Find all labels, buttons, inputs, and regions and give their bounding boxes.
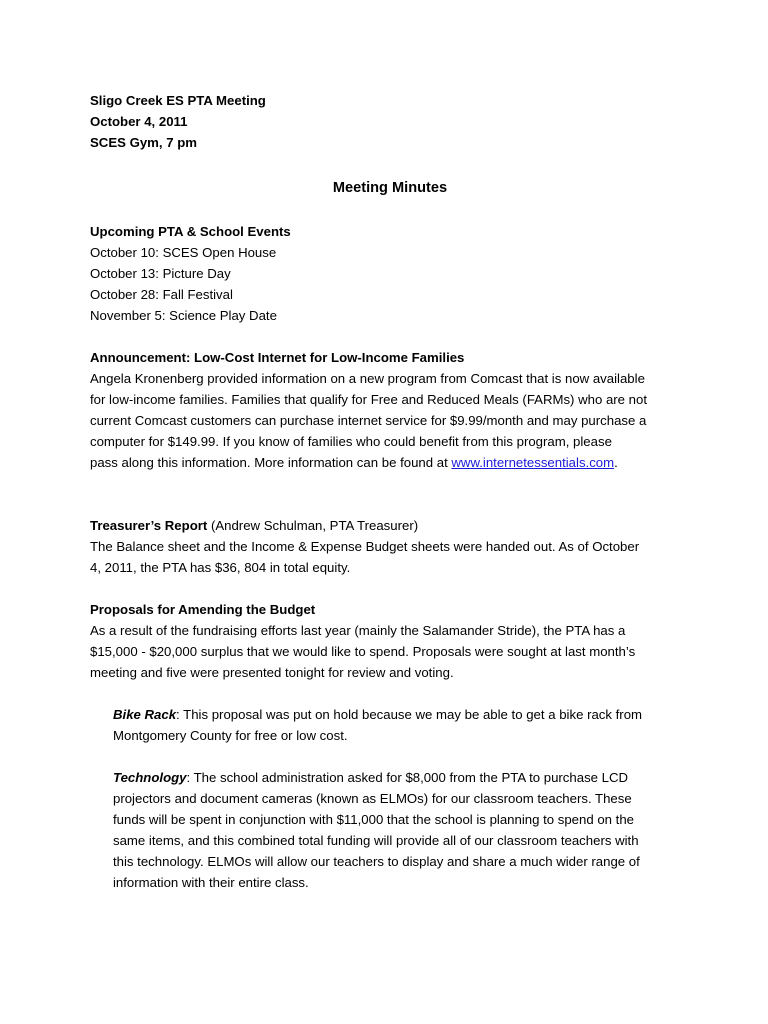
school-meeting-name: Sligo Creek ES PTA Meeting xyxy=(90,93,266,108)
technology-line: funds will be spent in conjunction with $11,000 that the school is planning to spend on the xyxy=(113,812,635,827)
meeting-date: October 4, 2011 xyxy=(90,114,188,129)
events-section xyxy=(90,221,690,326)
page-title: Meeting Minutes xyxy=(332,180,448,196)
technology-line: information with their entire class. xyxy=(113,875,309,890)
bike-rack-line xyxy=(113,704,690,725)
announcement-line: computer for $149.99. If you know of families who could benefit from this program, please xyxy=(90,434,612,449)
proposals-heading: Proposals for Amending the Budget xyxy=(90,602,316,617)
treasurer-heading: Treasurer’s Report xyxy=(90,518,208,533)
meeting-location: SCES Gym, 7 pm xyxy=(90,135,198,150)
treasurer-line: 4, 2011, the PTA has $36, 804 in total equity. xyxy=(90,560,351,575)
proposals-line: $15,000 - $20,000 surplus that we would like to spend. Proposals were sought at last month’s xyxy=(90,644,636,659)
treasurer-name: (Andrew Schulman, PTA Treasurer) xyxy=(207,518,419,533)
document-page xyxy=(90,90,690,914)
technology-proposal xyxy=(113,767,690,893)
technology-line: projectors and document cameras (known as ELMOs) for our classroom teachers. These xyxy=(113,791,632,806)
technology-label: Technology xyxy=(113,770,187,785)
announcement-period: . xyxy=(614,455,618,470)
technology-text: : The school administration asked for $8,000 from the PTA to purchase LCD xyxy=(186,770,629,785)
announcement-line: for low-income families. Families that qualify for Free and Reduced Meals (FARMs) who are not xyxy=(90,392,648,407)
treasurer-heading-line xyxy=(90,515,690,536)
announcement-heading: Announcement: Low-Cost Internet for Low-Income Families xyxy=(90,350,465,365)
internet-essentials-link[interactable]: www.internetessentials.com xyxy=(451,455,615,470)
event-item: October 10: SCES Open House xyxy=(90,245,277,260)
announcement-section xyxy=(90,347,690,473)
bike-rack-line: Montgomery County for free or low cost. xyxy=(113,728,348,743)
bike-rack-proposal xyxy=(113,704,690,746)
bike-rack-label: Bike Rack xyxy=(113,707,177,722)
events-heading: Upcoming PTA & School Events xyxy=(90,224,291,239)
event-item: October 13: Picture Day xyxy=(90,266,231,281)
meeting-header xyxy=(90,90,690,153)
technology-line: same items, and this combined total funding will provide all of our classroom teachers with xyxy=(113,833,639,848)
event-item: November 5: Science Play Date xyxy=(90,308,277,323)
technology-line xyxy=(113,767,690,788)
proposals-line: meeting and five were presented tonight for review and voting. xyxy=(90,665,454,680)
treasurer-section xyxy=(90,515,690,578)
event-item: October 28: Fall Festival xyxy=(90,287,233,302)
bike-rack-text: : This proposal was put on hold because we may be able to get a bike rack from xyxy=(176,707,643,722)
treasurer-line: The Balance sheet and the Income & Expense Budget sheets were handed out. As of October xyxy=(90,539,640,554)
announcement-line-last xyxy=(90,452,690,473)
announcement-line: current Comcast customers can purchase internet service for $9.99/month and may purchase a xyxy=(90,413,647,428)
technology-line: this technology. ELMOs will allow our teachers to display and share a much wider range of xyxy=(113,854,640,869)
announcement-line: Angela Kronenberg provided information on a new program from Comcast that is now available xyxy=(90,371,645,386)
proposals-section xyxy=(90,599,690,683)
announcement-text: pass along this information. More information can be found at xyxy=(90,455,452,470)
proposals-line: As a result of the fundraising efforts last year (mainly the Salamander Stride), the PTA has a xyxy=(90,623,626,638)
